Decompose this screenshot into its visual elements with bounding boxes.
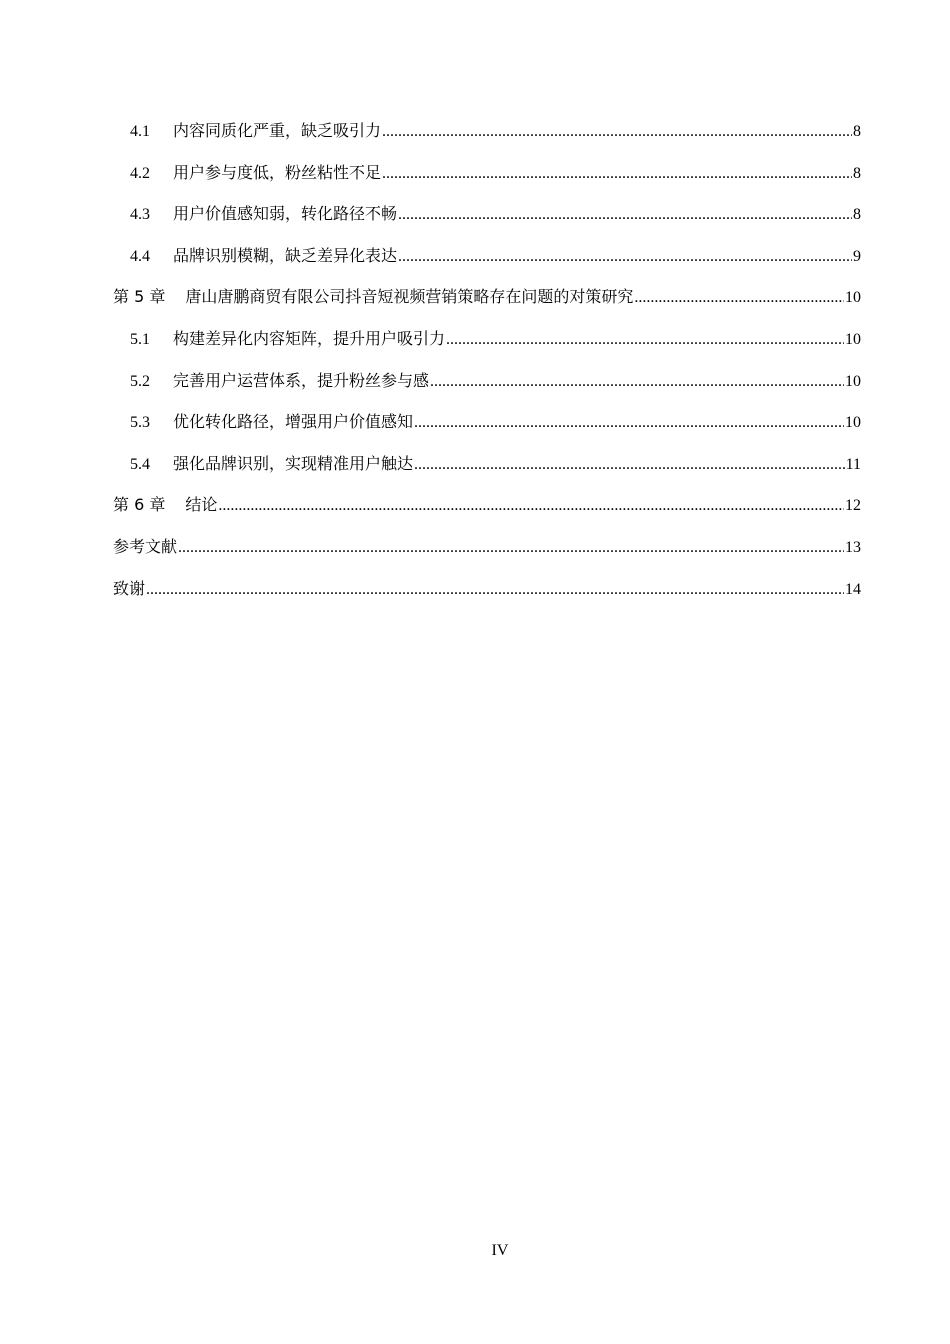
toc-entry-page: 14 — [845, 580, 861, 598]
toc-entry-number: 5.1 — [130, 330, 150, 348]
toc-dot-leader — [146, 569, 844, 611]
toc-entry-page: 8 — [853, 123, 861, 140]
toc-entry-title: 参考文献 — [113, 536, 178, 556]
toc-dot-leader — [446, 319, 844, 361]
toc-entry-acknowledgements[interactable] — [113, 568, 861, 610]
toc-entry-title: 唐山唐鹏商贸有限公司抖音短视频营销策略存在问题的对策研究 — [185, 287, 634, 307]
toc-entry-references[interactable] — [113, 526, 861, 568]
toc-entry-title: 完善用户运营体系，提升粉丝参与感 — [173, 370, 430, 390]
toc-entry-number: 5.4 — [130, 455, 150, 473]
toc-entry-title: 品牌识别模糊，缺乏差异化表达 — [173, 245, 398, 265]
toc-entry-4-1[interactable] — [113, 110, 861, 152]
toc-dot-leader — [398, 194, 852, 236]
toc-entry-page: 10 — [845, 414, 861, 432]
toc-entry-title: 用户价值感知弱，转化路径不畅 — [173, 204, 398, 224]
toc-dot-leader — [178, 527, 844, 569]
toc-entry-number: 第 5 章 — [113, 287, 166, 307]
table-of-contents — [113, 110, 861, 609]
toc-dot-leader — [218, 485, 844, 527]
footer-page-number: IV — [491, 1242, 509, 1259]
toc-entry-number: 5.3 — [130, 414, 150, 432]
toc-entry-chapter-5[interactable] — [113, 276, 861, 318]
toc-entry-title: 内容同质化严重，缺乏吸引力 — [173, 121, 382, 140]
toc-dot-leader — [634, 277, 844, 319]
toc-entry-page: 11 — [845, 455, 861, 473]
toc-entry-page: 8 — [853, 164, 861, 182]
toc-entry-title: 优化转化路径，增强用户价值感知 — [173, 412, 414, 432]
toc-dot-leader — [414, 444, 845, 486]
toc-entry-number: 第 6 章 — [113, 495, 166, 515]
toc-entry-page: 10 — [845, 372, 861, 390]
toc-entry-page: 12 — [845, 497, 861, 515]
toc-entry-page: 10 — [845, 289, 861, 307]
toc-entry-number: 4.4 — [130, 247, 150, 265]
toc-entry-title: 用户参与度低，粉丝粘性不足 — [173, 162, 382, 182]
toc-dot-leader — [414, 402, 844, 444]
toc-entry-4-3[interactable] — [113, 193, 861, 235]
toc-entry-4-4[interactable] — [113, 235, 861, 277]
toc-entry-chapter-6[interactable] — [113, 484, 861, 526]
toc-entry-title: 结论 — [185, 495, 218, 515]
toc-entry-number: 4.1 — [130, 123, 150, 140]
toc-entry-number: 5.2 — [130, 372, 150, 390]
toc-dot-leader — [382, 111, 852, 153]
toc-entry-page: 8 — [853, 206, 861, 224]
toc-entry-page: 9 — [853, 247, 861, 265]
toc-dot-leader — [430, 361, 844, 403]
toc-dot-leader — [398, 236, 852, 278]
toc-entry-title: 构建差异化内容矩阵，提升用户吸引力 — [173, 328, 446, 348]
toc-entry-title: 致谢 — [113, 578, 146, 598]
toc-entry-5-4[interactable] — [113, 443, 861, 485]
toc-entry-5-2[interactable] — [113, 360, 861, 402]
toc-entry-number: 4.2 — [130, 164, 150, 182]
toc-entry-title: 强化品牌识别，实现精准用户触达 — [173, 453, 414, 473]
toc-entry-4-2[interactable] — [113, 152, 861, 194]
toc-dot-leader — [382, 153, 852, 195]
toc-entry-page: 10 — [845, 330, 861, 348]
toc-entry-page: 13 — [845, 538, 861, 556]
toc-entry-number: 4.3 — [130, 206, 150, 224]
toc-entry-5-3[interactable] — [113, 401, 861, 443]
toc-entry-5-1[interactable] — [113, 318, 861, 360]
